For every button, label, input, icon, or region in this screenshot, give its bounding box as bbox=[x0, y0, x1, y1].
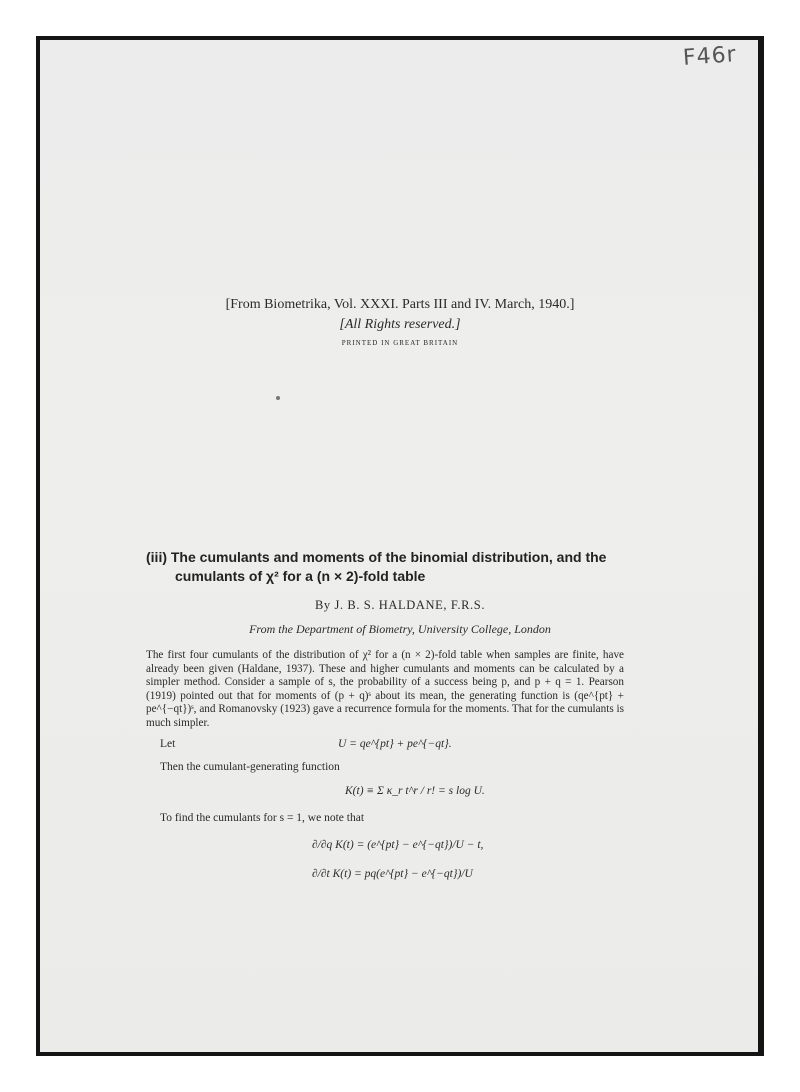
equation-k: K(t) ≡ Σ κ_r t^r / r! = s log U. bbox=[345, 785, 485, 797]
paper-page bbox=[40, 40, 758, 1052]
article-title bbox=[146, 548, 626, 586]
let-label: Let bbox=[160, 738, 176, 750]
affiliation: From the Department of Biometry, University College, London bbox=[249, 622, 551, 636]
handwritten-note: F46r bbox=[682, 42, 738, 71]
journal-citation: [From Biometrika, Vol. XXXI. Parts III and IV. March, 1940.] bbox=[225, 297, 575, 312]
author-line: By J. B. S. HALDANE, F.R.S. bbox=[314, 598, 486, 612]
body-paragraph: The first four cumulants of the distribution of χ² for a (n × 2)-fold table when samples are finite, have already been given (Haldane, 1937). These and higher cumulants and moments can be calculated by a simpler method. Consider a sample of s, the probability of a success being p, and p + q = 1. Pearson (1919) pointed out that for moments of (p + q)ˢ about its mean, the generating function is (qe^{pt} + pe^{−qt})ˢ, and Romanovsky (1923) gave a recurrence formula for the moments. That for the cumulants is much simpler. bbox=[146, 649, 624, 729]
printed-notice: PRINTED IN GREAT BRITAIN bbox=[341, 339, 459, 347]
title-line-1: (iii) The cumulants and moments of the binomial distribution, and the bbox=[146, 549, 607, 565]
rights-notice: [All Rights reserved.] bbox=[339, 317, 461, 332]
equation-u: U = qe^{pt} + pe^{−qt}. bbox=[338, 738, 452, 750]
then-text: Then the cumulant-generating function bbox=[160, 761, 340, 773]
ink-dot bbox=[276, 396, 280, 400]
equation-dt: ∂/∂t K(t) = pq(e^{pt} − e^{−qt})/U bbox=[312, 868, 473, 880]
title-line-2: cumulants of χ² for a (n × 2)-fold table bbox=[175, 568, 426, 584]
to-find-text: To find the cumulants for s = 1, we note that bbox=[160, 812, 365, 824]
equation-dq: ∂/∂q K(t) = (e^{pt} − e^{−qt})/U − t, bbox=[312, 839, 484, 851]
